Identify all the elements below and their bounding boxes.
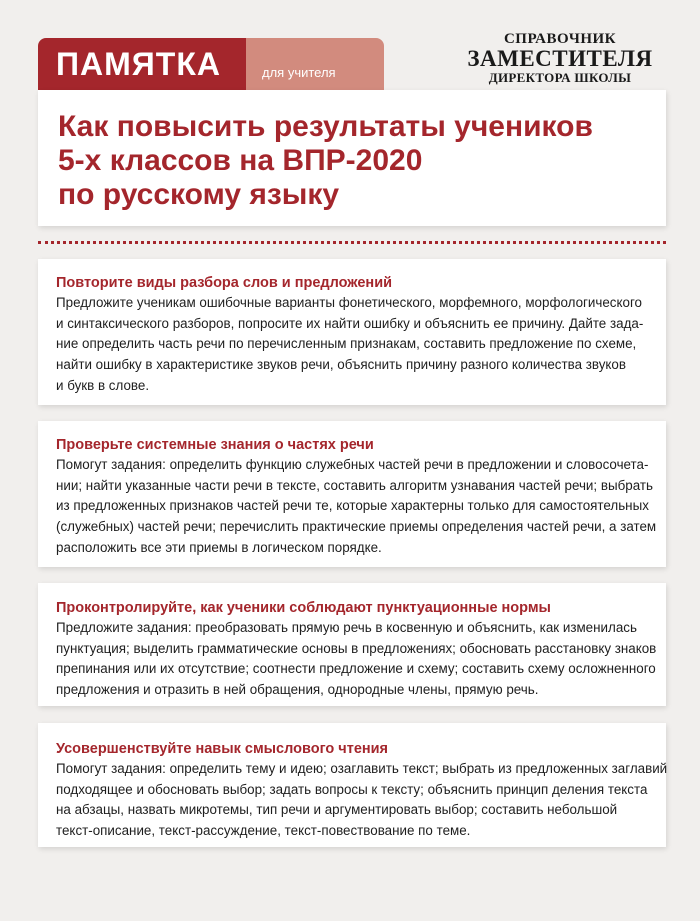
title-line-1: Как повысить результаты учеников <box>58 110 593 143</box>
section-line: подходящее и обосновать выбор; задать вопросы к тексту; объяснить принцип деления текста <box>56 781 648 797</box>
section-line: Предложите ученикам ошибочные варианты фонетического, морфемного, морфологического <box>56 295 642 310</box>
section-heading: Проконтролируйте, как ученики соблюдают пунктуационные нормы <box>56 600 551 616</box>
section-heading: Повторите виды разбора слов и предложений <box>56 275 393 291</box>
section-card-3 <box>38 583 666 706</box>
section-line: из предложенных признаков частей речи те, которые характерны только для самостоятельных <box>56 498 649 514</box>
section-card-2 <box>38 421 666 567</box>
section-line: Помогут задания: определить функцию служебных частей речи в предложении и словосочета- <box>56 457 649 472</box>
section-line: Предложите задания: преобразовать прямую речь в косвенную и объяснить, как изменилась <box>56 620 637 635</box>
brand-line-2: ЗАМЕСТИТЕЛЯ <box>467 46 653 71</box>
section-card-1 <box>38 259 666 405</box>
section-line: и синтаксического разборов, попросите их найти ошибку и объяснить ее причину. Дайте зада- <box>56 315 644 331</box>
brand-line-3: ДИРЕКТОРА ШКОЛЫ <box>488 70 632 85</box>
title-card <box>38 90 666 226</box>
title-line-2: 5-х классов на ВПР-2020 <box>58 144 423 177</box>
section-line: расположить все эти приемы в логическом порядке. <box>56 539 382 555</box>
memo-label-text: ПАМЯТКА <box>56 45 221 82</box>
section-heading: Усовершенствуйте навык смыслового чтения <box>56 741 389 757</box>
section-line: (служебных) частей речи; перечислить практические приемы определения частей речи, а затем <box>56 519 657 535</box>
audience-label <box>246 38 384 90</box>
section-line: и букв в слове. <box>56 377 150 393</box>
section-line: Помогут задания: определить тему и идею; озаглавить текст; выбрать из предложенных заглавий <box>56 761 668 776</box>
publication-brand <box>460 30 660 86</box>
brand-line-1: СПРАВОЧНИК <box>503 31 617 47</box>
section-heading: Проверьте системные знания о частях речи <box>56 437 374 453</box>
section-line: пунктуация; выделить грамматические основы в предложениях; обосновать расстановку знаков <box>56 640 657 656</box>
section-line: предложения и отразить в ней обращения, однородные члены, прямую речь. <box>56 682 539 698</box>
section-line: нии; найти указанные части речи в тексте, составить алгоритм узнавания частей речи; выбрать <box>56 477 653 493</box>
section-line: ние определить часть речи по перечисленным признакам, составить предложение по схеме, <box>56 336 637 352</box>
audience-label-text: для учителя <box>262 65 336 80</box>
section-line: текст-описание, текст-рассуждение, текст-повествование по теме. <box>56 823 471 839</box>
dotted-divider <box>38 241 666 244</box>
section-line: препинания или их отсутствие; соотнести предложение и схему; составить схему осложненного <box>56 661 656 677</box>
section-line: на абзацы, назвать микротемы, тип речи и аргументировать выбор; составить небольшой <box>56 802 618 818</box>
section-card-4 <box>38 723 666 847</box>
title-line-3: по русскому языку <box>58 178 340 211</box>
section-line: найти ошибку в характеристике звуков речи, объяснить причину разного количества звуков <box>56 357 626 373</box>
memo-label <box>38 38 246 90</box>
